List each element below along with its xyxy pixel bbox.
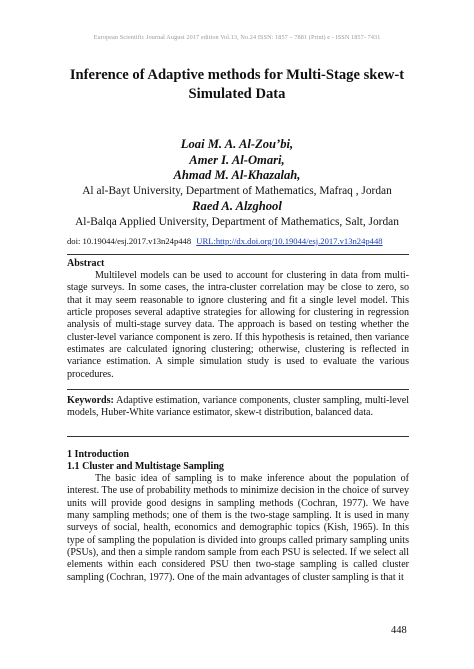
author-name: Ahmad M. Al-Khazalah, bbox=[173, 168, 301, 183]
doi-link[interactable]: URL:http://dx.doi.org/10.19044/esj.2017.v13n24p448 bbox=[196, 236, 383, 246]
paper-title bbox=[40, 66, 434, 104]
doi-text: doi: 10.19044/esj.2017.v13n24p448 bbox=[67, 236, 192, 246]
title-line-2: Simulated Data bbox=[188, 86, 286, 102]
subsection-heading: 1.1 Cluster and Multistage Sampling bbox=[67, 461, 224, 472]
keywords-text: Adaptive estimation, variance components, cluster sampling, multi-level models, Huber-White variance estimator, skew-t distribution, balanced data. bbox=[67, 395, 409, 419]
author-affiliation: Al al-Bayt University, Department of Mathematics, Mafraq , Jordan bbox=[82, 184, 392, 197]
divider bbox=[67, 389, 409, 390]
author-name: Raed A. Alzghool bbox=[192, 199, 282, 214]
author-block bbox=[40, 137, 434, 231]
divider bbox=[67, 254, 409, 255]
body-paragraph: The basic idea of sampling is to make inference about the population of interest. The use of probability methods to minimize decision in the choice of survey units will provide good designs in sampling methods (Cochran, 1977). We have many sampling methods; one of them is the two-stage sampling. It is used in many surveys of social, health, economics and demographic topics (Kish, 1965). In this type of sampling the population is divided into groups called primary sampling units (PSUs), and then a simple random sample from each PSU is selected. If we select all elements within each considered PSU then two-stage sampling is called cluster sampling (Cochran, 1977). One of the main advantages of cluster sampling is that it bbox=[67, 473, 409, 583]
title-line-1: Inference of Adaptive methods for Multi-Stage skew-t bbox=[69, 67, 405, 83]
author-affiliation: Al-Balqa Applied University, Department of Mathematics, Salt, Jordan bbox=[75, 215, 399, 228]
running-header: European Scientific Journal August 2017 edition Vol.13, No.24 ISSN: 1857 – 7881 (Print) e - ISSN 1857- 7431 bbox=[93, 34, 381, 41]
section-heading: 1 Introduction bbox=[67, 449, 130, 460]
keywords bbox=[67, 395, 409, 420]
divider bbox=[67, 436, 409, 437]
author-name: Amer I. Al-Omari, bbox=[189, 152, 285, 167]
doi-line bbox=[67, 236, 383, 246]
keywords-label: Keywords: bbox=[67, 395, 114, 406]
page-number: 448 bbox=[391, 625, 407, 636]
abstract-heading: Abstract bbox=[67, 258, 105, 269]
author-name: Loai M. A. Al-Zou’bi, bbox=[180, 137, 294, 151]
abstract-text: Multilevel models can be used to account for clustering in data from multi-stage surveys. In some cases, the intra-cluster correlation may be close to zero, so that it may seem reasonable to ignore clustering and fit a single level model. This article proposes several adaptive strategies for allowing for clustering in regression analysis of multi-stage survey data. The approach is based on testing whether the cluster-level variance component is zero. If this hypothesis is retained, then variance estimates are calculated ignoring clustering; otherwise, clustering is reflected in variance estimation. A simple simulation study is used to evaluate the various procedures. bbox=[67, 270, 409, 380]
